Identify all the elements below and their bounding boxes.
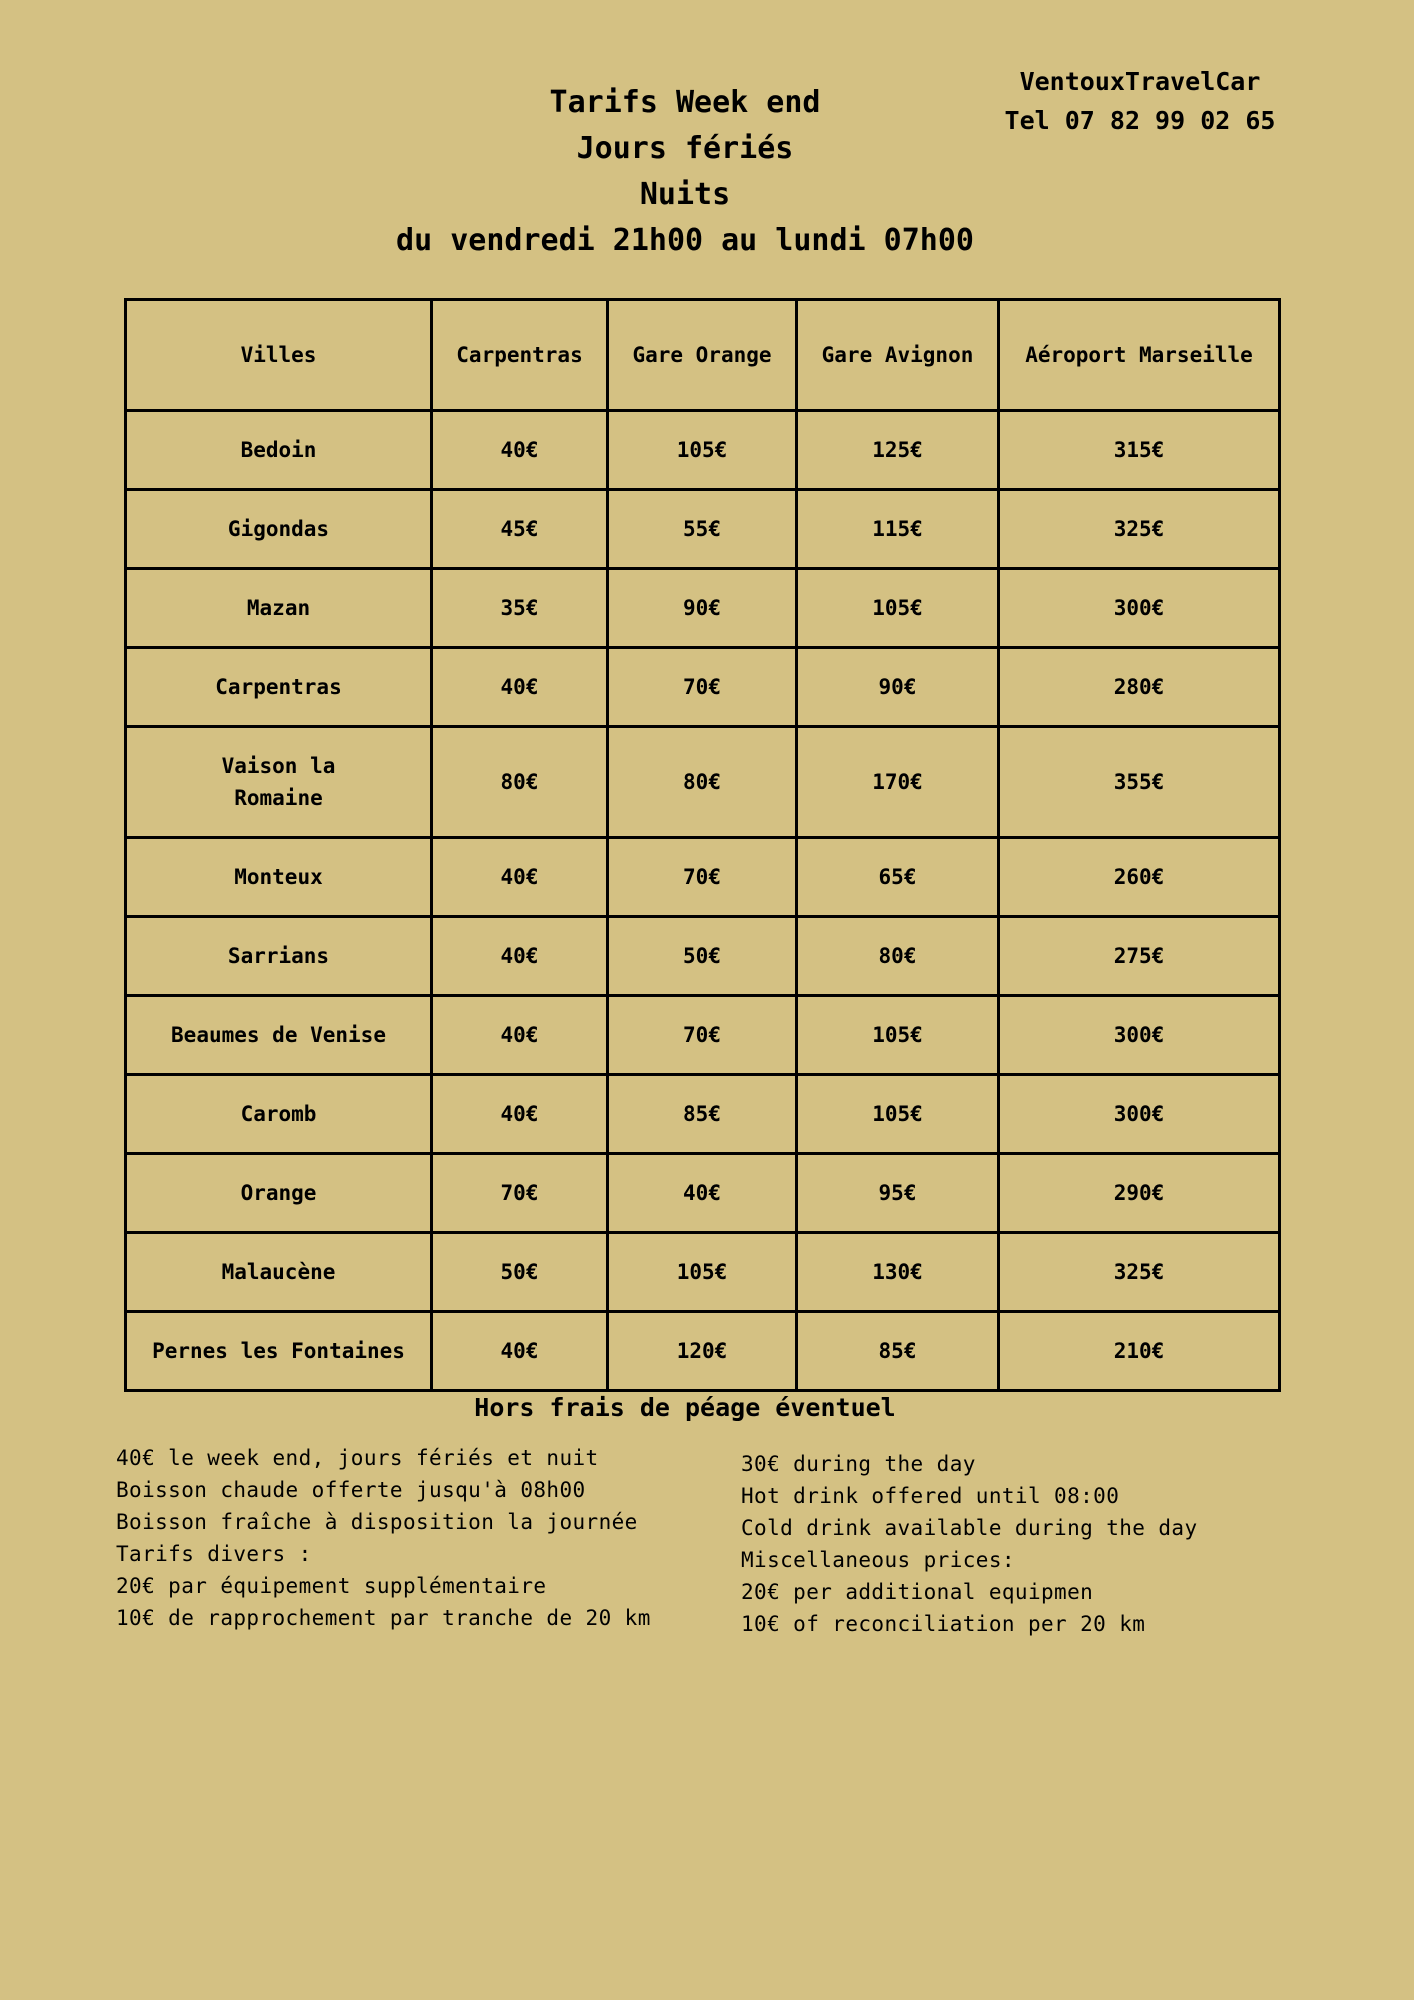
note-line: Boisson fraîche à disposition la journée — [116, 1510, 638, 1534]
price-cell: 90€ — [608, 569, 797, 648]
price-cell: 95€ — [797, 1154, 999, 1233]
table-header-row — [126, 300, 1280, 411]
note-line: Tarifs divers : — [116, 1542, 312, 1566]
price-cell: 40€ — [432, 1075, 608, 1154]
toll-note: Hors frais de péage éventuel — [474, 1393, 896, 1422]
city-cell: Carpentras — [126, 648, 432, 727]
city-cell: Vaison la Romaine — [126, 727, 432, 838]
price-cell: 290€ — [999, 1154, 1280, 1233]
price-cell: 105€ — [797, 996, 999, 1075]
table-row — [126, 411, 1280, 490]
note-line: Cold drink available during the day — [741, 1516, 1198, 1540]
price-cell: 300€ — [999, 1075, 1280, 1154]
table-row — [126, 1233, 1280, 1312]
header-villes: Villes — [126, 300, 432, 411]
table-row — [126, 648, 1280, 727]
price-cell: 105€ — [797, 1075, 999, 1154]
header-aeroport-marseille: Aéroport Marseille — [999, 300, 1280, 411]
price-cell: 40€ — [432, 1312, 608, 1391]
city-cell: Sarrians — [126, 917, 432, 996]
price-cell: 170€ — [797, 727, 999, 838]
price-cell: 315€ — [999, 411, 1280, 490]
city-cell: Orange — [126, 1154, 432, 1233]
table-row — [126, 569, 1280, 648]
price-cell: 120€ — [608, 1312, 797, 1391]
city-cell: Mazan — [126, 569, 432, 648]
note-line: Boisson chaude offerte jusqu'à 08h00 — [116, 1478, 586, 1502]
table-row — [126, 727, 1280, 838]
price-cell: 105€ — [797, 569, 999, 648]
table-row — [126, 1154, 1280, 1233]
title-line-2: Jours fériés — [576, 131, 794, 166]
notes-french — [116, 1442, 651, 1634]
price-cell: 210€ — [999, 1312, 1280, 1391]
note-line: 20€ per additional equipmen — [741, 1580, 1094, 1604]
price-cell: 105€ — [608, 411, 797, 490]
table-row — [126, 838, 1280, 917]
note-line: 20€ par équipement supplémentaire — [116, 1574, 547, 1598]
header-gare-orange: Gare Orange — [608, 300, 797, 411]
note-line: 30€ during the day — [741, 1452, 976, 1476]
price-cell: 50€ — [608, 917, 797, 996]
city-cell: Caromb — [126, 1075, 432, 1154]
city-cell: Malaucène — [126, 1233, 432, 1312]
price-cell: 40€ — [608, 1154, 797, 1233]
price-cell: 325€ — [999, 1233, 1280, 1312]
price-cell: 65€ — [797, 838, 999, 917]
price-cell: 300€ — [999, 569, 1280, 648]
city-cell: Gigondas — [126, 490, 432, 569]
price-cell: 40€ — [432, 838, 608, 917]
price-cell: 130€ — [797, 1233, 999, 1312]
price-cell: 55€ — [608, 490, 797, 569]
price-cell: 40€ — [432, 648, 608, 727]
title-line-1: Tarifs Week end — [549, 85, 821, 120]
price-cell: 275€ — [999, 917, 1280, 996]
note-line: 40€ le week end, jours fériés et nuit — [116, 1446, 599, 1470]
price-cell: 90€ — [797, 648, 999, 727]
company-phone: Tel 07 82 99 02 65 — [1004, 106, 1276, 135]
price-cell: 50€ — [432, 1233, 608, 1312]
title-line-4: du vendredi 21h00 au lundi 07h00 — [396, 223, 974, 258]
price-cell: 40€ — [432, 411, 608, 490]
fares-table — [124, 298, 1281, 1392]
city-cell: Monteux — [126, 838, 432, 917]
price-cell: 280€ — [999, 648, 1280, 727]
note-line: Miscellaneous prices: — [741, 1548, 1015, 1572]
price-cell: 70€ — [608, 996, 797, 1075]
city-cell: Beaumes de Venise — [126, 996, 432, 1075]
price-cell: 80€ — [432, 727, 608, 838]
title-line-3: Nuits — [639, 177, 731, 212]
price-cell: 85€ — [608, 1075, 797, 1154]
city-cell: Pernes les Fontaines — [126, 1312, 432, 1391]
price-cell: 300€ — [999, 996, 1280, 1075]
price-cell: 115€ — [797, 490, 999, 569]
price-cell: 40€ — [432, 996, 608, 1075]
city-cell: Bedoin — [126, 411, 432, 490]
table-row — [126, 1312, 1280, 1391]
note-line: 10€ of reconciliation per 20 km — [741, 1612, 1146, 1636]
header-carpentras: Carpentras — [432, 300, 608, 411]
price-cell: 325€ — [999, 490, 1280, 569]
note-line: Hot drink offered until 08:00 — [741, 1484, 1120, 1508]
note-line: 10€ de rapprochement par tranche de 20 km — [116, 1606, 651, 1630]
notes-english — [741, 1448, 1198, 1640]
price-cell: 85€ — [797, 1312, 999, 1391]
price-cell: 80€ — [797, 917, 999, 996]
table-row — [126, 917, 1280, 996]
price-cell: 70€ — [608, 648, 797, 727]
table-row — [126, 1075, 1280, 1154]
price-cell: 125€ — [797, 411, 999, 490]
price-cell: 355€ — [999, 727, 1280, 838]
price-cell: 70€ — [608, 838, 797, 917]
price-cell: 40€ — [432, 917, 608, 996]
price-cell: 105€ — [608, 1233, 797, 1312]
header-gare-avignon: Gare Avignon — [797, 300, 999, 411]
company-name: VentouxTravelCar — [1019, 67, 1261, 96]
price-cell: 45€ — [432, 490, 608, 569]
price-cell: 35€ — [432, 569, 608, 648]
price-cell: 70€ — [432, 1154, 608, 1233]
page-title — [285, 80, 1085, 264]
table-row — [126, 490, 1280, 569]
price-cell: 260€ — [999, 838, 1280, 917]
table-row — [126, 996, 1280, 1075]
price-cell: 80€ — [608, 727, 797, 838]
